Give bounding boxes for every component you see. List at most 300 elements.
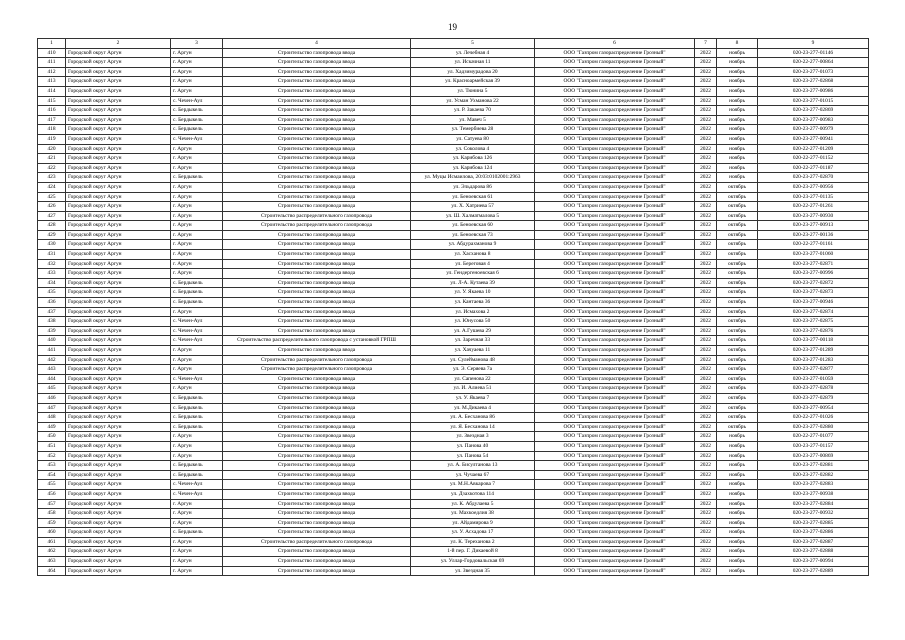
settlement-cell: с. Бердыкель	[171, 125, 223, 135]
district-cell: Городской округ Аргун	[66, 307, 171, 317]
month-cell: октябрь	[717, 317, 758, 327]
work-type-cell: Строительство газопровода ввода	[223, 346, 411, 356]
code-cell: 020-23-277-00930	[758, 211, 869, 221]
month-cell: октябрь	[717, 269, 758, 279]
district-cell: Городской округ Аргун	[66, 192, 171, 202]
table-row	[38, 144, 869, 154]
address-cell: ул. Исмахова 2	[411, 307, 535, 317]
organization-cell: ООО "Газпром газораспределение Грозный"	[535, 336, 695, 346]
organization-cell: ООО "Газпром газораспределение Грозный"	[535, 240, 695, 250]
month-cell: ноябрь	[717, 461, 758, 471]
year-cell: 2022	[695, 221, 717, 231]
month-cell: ноябрь	[717, 470, 758, 480]
table-row	[38, 422, 869, 432]
district-cell: Городской округ Аргун	[66, 518, 171, 528]
district-cell: Городской округ Аргун	[66, 77, 171, 87]
month-cell: ноябрь	[717, 451, 758, 461]
year-cell: 2022	[695, 566, 717, 576]
row-number-cell: 428	[38, 221, 66, 231]
code-cell: 020-23-277-02881	[758, 461, 869, 471]
organization-cell: ООО "Газпром газораспределение Грозный"	[535, 144, 695, 154]
table-row	[38, 269, 869, 279]
table-row	[38, 86, 869, 96]
work-type-cell: Строительство газопровода ввода	[223, 518, 411, 528]
year-cell: 2022	[695, 163, 717, 173]
district-cell: Городской округ Аргун	[66, 106, 171, 116]
month-cell: ноябрь	[717, 144, 758, 154]
organization-cell: ООО "Газпром газораспределение Грозный"	[535, 134, 695, 144]
district-cell: Городской округ Аргун	[66, 211, 171, 221]
data-table	[37, 38, 869, 576]
settlement-cell: с. Чечен-Аул	[171, 480, 223, 490]
work-type-cell: Строительство распределительного газопровода	[223, 211, 411, 221]
district-cell: Городской округ Аргун	[66, 489, 171, 499]
row-number-cell: 429	[38, 230, 66, 240]
district-cell: Городской округ Аргун	[66, 499, 171, 509]
month-cell: ноябрь	[717, 134, 758, 144]
organization-cell: ООО "Газпром газораспределение Грозный"	[535, 96, 695, 106]
row-number-cell: 410	[38, 48, 66, 58]
settlement-cell: г. Аргун	[171, 346, 223, 356]
table-row	[38, 221, 869, 231]
row-number-cell: 427	[38, 211, 66, 221]
row-number-cell: 448	[38, 413, 66, 423]
district-cell: Городской округ Аргун	[66, 326, 171, 336]
code-cell: 020-23-277-02872	[758, 278, 869, 288]
table-row	[38, 125, 869, 135]
district-cell: Городской округ Аргун	[66, 470, 171, 480]
year-cell: 2022	[695, 77, 717, 87]
row-number-cell: 444	[38, 374, 66, 384]
month-cell: октябрь	[717, 336, 758, 346]
district-cell: Городской округ Аргун	[66, 134, 171, 144]
settlement-cell: г. Аргун	[171, 537, 223, 547]
district-cell: Городской округ Аргун	[66, 173, 171, 183]
row-number-cell: 450	[38, 432, 66, 442]
settlement-cell: г. Аргун	[171, 211, 223, 221]
month-cell: ноябрь	[717, 96, 758, 106]
district-cell: Городской округ Аргун	[66, 355, 171, 365]
year-cell: 2022	[695, 106, 717, 116]
work-type-cell: Строительство газопровода ввода	[223, 250, 411, 260]
address-cell: ул. Беноевская 61	[411, 192, 535, 202]
address-cell: ул. Красноармейская 39	[411, 77, 535, 87]
code-cell: 020-22-277-01077	[758, 432, 869, 442]
address-cell: ул. Звездная 35	[411, 566, 535, 576]
year-cell: 2022	[695, 134, 717, 144]
district-cell: Городской округ Аргун	[66, 221, 171, 231]
month-cell: ноябрь	[717, 489, 758, 499]
district-cell: Городской округ Аргун	[66, 298, 171, 308]
district-cell: Городской округ Аргун	[66, 374, 171, 384]
month-cell: октябрь	[717, 393, 758, 403]
code-cell: 020-23-277-00946	[758, 298, 869, 308]
row-number-cell: 418	[38, 125, 66, 135]
year-cell: 2022	[695, 86, 717, 96]
address-cell: ул. Звездная 3	[411, 432, 535, 442]
work-type-cell: Строительство распределительного газопровода	[223, 365, 411, 375]
district-cell: Городской округ Аргун	[66, 154, 171, 164]
year-cell: 2022	[695, 413, 717, 423]
work-type-cell: Строительство газопровода ввода	[223, 509, 411, 519]
year-cell: 2022	[695, 480, 717, 490]
year-cell: 2022	[695, 451, 717, 461]
settlement-cell: с. Чечен-Аул	[171, 134, 223, 144]
settlement-cell: г. Аргун	[171, 547, 223, 557]
row-number-cell: 442	[38, 355, 66, 365]
year-cell: 2022	[695, 393, 717, 403]
year-cell: 2022	[695, 336, 717, 346]
table-row	[38, 441, 869, 451]
address-cell: ул. У. Якаева 7	[411, 393, 535, 403]
settlement-cell: г. Аргун	[171, 182, 223, 192]
table-row	[38, 374, 869, 384]
work-type-cell: Строительство распределительного газопровода с установкой ГРПШ	[223, 336, 411, 346]
table-row	[38, 499, 869, 509]
month-cell: октябрь	[717, 182, 758, 192]
year-cell: 2022	[695, 259, 717, 269]
row-number-cell: 439	[38, 326, 66, 336]
organization-cell: ООО "Газпром газораспределение Грозный"	[535, 48, 695, 58]
work-type-cell: Строительство газопровода ввода	[223, 202, 411, 212]
settlement-cell: с. Бердыкель	[171, 461, 223, 471]
table-row	[38, 288, 869, 298]
code-cell: 020-23-277-02884	[758, 499, 869, 509]
year-cell: 2022	[695, 374, 717, 384]
organization-cell: ООО "Газпром газораспределение Грозный"	[535, 384, 695, 394]
organization-cell: ООО "Газпром газораспределение Грозный"	[535, 221, 695, 231]
code-cell: 020-22-277-01209	[758, 144, 869, 154]
month-cell: ноябрь	[717, 67, 758, 77]
year-cell: 2022	[695, 58, 717, 68]
year-cell: 2022	[695, 269, 717, 279]
column-header: 4	[223, 39, 411, 49]
settlement-cell: с. Чечен-Аул	[171, 336, 223, 346]
month-cell: ноябрь	[717, 48, 758, 58]
settlement-cell: г. Аргун	[171, 77, 223, 87]
address-cell: ул. Заречная 33	[411, 336, 535, 346]
settlement-cell: г. Аргун	[171, 432, 223, 442]
district-cell: Городской округ Аргун	[66, 566, 171, 576]
table-row	[38, 192, 869, 202]
organization-cell: ООО "Газпром газораспределение Грозный"	[535, 557, 695, 567]
settlement-cell: с. Бердыкель	[171, 393, 223, 403]
organization-cell: ООО "Газпром газораспределение Грозный"	[535, 192, 695, 202]
month-cell: октябрь	[717, 355, 758, 365]
district-cell: Городской округ Аргун	[66, 58, 171, 68]
address-cell: ул. Лечебная 4	[411, 48, 535, 58]
table-row	[38, 528, 869, 538]
row-number-cell: 420	[38, 144, 66, 154]
work-type-cell: Строительство газопровода ввода	[223, 384, 411, 394]
year-cell: 2022	[695, 489, 717, 499]
settlement-cell: г. Аргун	[171, 509, 223, 519]
row-number-cell: 453	[38, 461, 66, 471]
year-cell: 2022	[695, 547, 717, 557]
organization-cell: ООО "Газпром газораспределение Грозный"	[535, 288, 695, 298]
row-number-cell: 463	[38, 557, 66, 567]
organization-cell: ООО "Газпром газораспределение Грозный"	[535, 230, 695, 240]
code-cell: 020-23-277-00869	[758, 451, 869, 461]
month-cell: ноябрь	[717, 77, 758, 87]
column-header: 9	[758, 39, 869, 49]
work-type-cell: Строительство газопровода ввода	[223, 106, 411, 116]
table-row	[38, 326, 869, 336]
work-type-cell: Строительство газопровода ввода	[223, 240, 411, 250]
organization-cell: ООО "Газпром газораспределение Грозный"	[535, 67, 695, 77]
address-cell: ул. Л-А. Кутаева 39	[411, 278, 535, 288]
work-type-cell: Строительство газопровода ввода	[223, 298, 411, 308]
table-row	[38, 182, 869, 192]
table-row	[38, 307, 869, 317]
table-body	[38, 48, 869, 576]
settlement-cell: с. Бердыкель	[171, 288, 223, 298]
year-cell: 2022	[695, 441, 717, 451]
row-number-cell: 446	[38, 393, 66, 403]
table-row	[38, 461, 869, 471]
code-cell: 020-23-277-00932	[758, 509, 869, 519]
address-cell: ул. Беноевская 73	[411, 230, 535, 240]
organization-cell: ООО "Газпром газораспределение Грозный"	[535, 413, 695, 423]
address-cell: ул. Сатуева 80	[411, 134, 535, 144]
code-cell: 020-23-277-02888	[758, 547, 869, 557]
code-cell: 020-23-277-02875	[758, 317, 869, 327]
settlement-cell: с. Бердыкель	[171, 422, 223, 432]
code-cell: 020-23-277-02882	[758, 470, 869, 480]
work-type-cell: Строительство распределительного газопровода	[223, 537, 411, 547]
organization-cell: ООО "Газпром газораспределение Грозный"	[535, 393, 695, 403]
code-cell: 020-23-277-01157	[758, 441, 869, 451]
code-cell: 020-23-277-00994	[758, 557, 869, 567]
work-type-cell: Строительство газопровода ввода	[223, 374, 411, 384]
district-cell: Городской округ Аргун	[66, 528, 171, 538]
row-number-cell: 456	[38, 489, 66, 499]
table-row	[38, 547, 869, 557]
district-cell: Городской округ Аргун	[66, 365, 171, 375]
month-cell: октябрь	[717, 240, 758, 250]
month-cell: октябрь	[717, 422, 758, 432]
month-cell: ноябрь	[717, 480, 758, 490]
work-type-cell: Строительство газопровода ввода	[223, 393, 411, 403]
work-type-cell: Строительство газопровода ввода	[223, 182, 411, 192]
month-cell: октябрь	[717, 288, 758, 298]
work-type-cell: Строительство газопровода ввода	[223, 557, 411, 567]
work-type-cell: Строительство газопровода ввода	[223, 77, 411, 87]
organization-cell: ООО "Газпром газораспределение Грозный"	[535, 326, 695, 336]
month-cell: октябрь	[717, 374, 758, 384]
district-cell: Городской округ Аргун	[66, 422, 171, 432]
address-cell: ул. Юнусова 50	[411, 317, 535, 327]
address-cell: ул. Береговая 4	[411, 259, 535, 269]
address-cell: ул. А.Гушева 29	[411, 326, 535, 336]
organization-cell: ООО "Газпром газораспределение Грозный"	[535, 202, 695, 212]
table-row	[38, 470, 869, 480]
organization-cell: ООО "Газпром газораспределение Грозный"	[535, 77, 695, 87]
table-row	[38, 67, 869, 77]
table-row	[38, 154, 869, 164]
work-type-cell: Строительство газопровода ввода	[223, 317, 411, 327]
year-cell: 2022	[695, 192, 717, 202]
month-cell: ноябрь	[717, 509, 758, 519]
table-row	[38, 134, 869, 144]
settlement-cell: с. Чечен-Аул	[171, 317, 223, 327]
year-cell: 2022	[695, 432, 717, 442]
month-cell: ноябрь	[717, 106, 758, 116]
year-cell: 2022	[695, 326, 717, 336]
row-number-cell: 440	[38, 336, 66, 346]
month-cell: ноябрь	[717, 528, 758, 538]
settlement-cell: с. Бердыкель	[171, 173, 223, 183]
month-cell: октябрь	[717, 384, 758, 394]
address-cell: ул. Я. Бесханова 14	[411, 422, 535, 432]
code-cell: 020-23-277-01146	[758, 48, 869, 58]
table-row	[38, 393, 869, 403]
organization-cell: ООО "Газпром газораспределение Грозный"	[535, 432, 695, 442]
row-number-cell: 430	[38, 240, 66, 250]
settlement-cell: г. Аргун	[171, 202, 223, 212]
organization-cell: ООО "Газпром газораспределение Грозный"	[535, 125, 695, 135]
column-header: 6	[535, 39, 695, 49]
row-number-cell: 436	[38, 298, 66, 308]
header-row	[38, 39, 869, 49]
address-cell: ул. А. Бесханова 86	[411, 413, 535, 423]
table-row	[38, 480, 869, 490]
address-cell: ул. Панова 40	[411, 441, 535, 451]
address-cell: 1-й пер. Г. Дикаевой 8	[411, 547, 535, 557]
code-cell: 020-23-277-00941	[758, 134, 869, 144]
row-number-cell: 452	[38, 451, 66, 461]
settlement-cell: г. Аргун	[171, 154, 223, 164]
organization-cell: ООО "Газпром газораспределение Грозный"	[535, 211, 695, 221]
month-cell: ноябрь	[717, 86, 758, 96]
code-cell: 020-23-277-02883	[758, 480, 869, 490]
work-type-cell: Строительство газопровода ввода	[223, 451, 411, 461]
settlement-cell: г. Аргун	[171, 192, 223, 202]
district-cell: Городской округ Аргун	[66, 96, 171, 106]
row-number-cell: 443	[38, 365, 66, 375]
organization-cell: ООО "Газпром газораспределение Грозный"	[535, 374, 695, 384]
code-cell: 020-23-277-01060	[758, 250, 869, 260]
address-cell: ул. Искачная 11	[411, 58, 535, 68]
district-cell: Городской округ Аргун	[66, 163, 171, 173]
organization-cell: ООО "Газпром газораспределение Грозный"	[535, 115, 695, 125]
address-cell: ул. Карибова 124	[411, 163, 535, 173]
code-cell: 020-23-277-02876	[758, 326, 869, 336]
settlement-cell: с. Бердыкель	[171, 413, 223, 423]
month-cell: ноябрь	[717, 557, 758, 567]
code-cell: 020-23-277-02871	[758, 259, 869, 269]
district-cell: Городской округ Аргун	[66, 230, 171, 240]
code-cell: 020-23-277-00979	[758, 125, 869, 135]
settlement-cell: с. Чечен-Аул	[171, 374, 223, 384]
settlement-cell: г. Аргун	[171, 499, 223, 509]
address-cell: ул. Х. Хатриева 57	[411, 202, 535, 212]
work-type-cell: Строительство газопровода ввода	[223, 67, 411, 77]
year-cell: 2022	[695, 470, 717, 480]
table-row	[38, 403, 869, 413]
table-row	[38, 259, 869, 269]
settlement-cell: г. Аргун	[171, 86, 223, 96]
settlement-cell: с. Бердыкель	[171, 298, 223, 308]
row-number-cell: 464	[38, 566, 66, 576]
year-cell: 2022	[695, 317, 717, 327]
code-cell: 020-23-277-02885	[758, 518, 869, 528]
code-cell: 020-23-277-02889	[758, 566, 869, 576]
work-type-cell: Строительство газопровода ввода	[223, 489, 411, 499]
table-row	[38, 384, 869, 394]
code-cell: 020-22-277-00864	[758, 58, 869, 68]
code-cell: 020-23-277-02877	[758, 365, 869, 375]
address-cell: ул. Махкоедлия 38	[411, 509, 535, 519]
organization-cell: ООО "Газпром газораспределение Грозный"	[535, 106, 695, 116]
year-cell: 2022	[695, 173, 717, 183]
code-cell: 020-23-277-02880	[758, 422, 869, 432]
year-cell: 2022	[695, 384, 717, 394]
month-cell: октябрь	[717, 346, 758, 356]
table-row	[38, 77, 869, 87]
code-cell: 020-23-277-00996	[758, 269, 869, 279]
row-number-cell: 447	[38, 403, 66, 413]
year-cell: 2022	[695, 355, 717, 365]
district-cell: Городской округ Аргун	[66, 451, 171, 461]
organization-cell: ООО "Газпром газораспределение Грозный"	[535, 499, 695, 509]
year-cell: 2022	[695, 509, 717, 519]
code-cell: 020-23-277-01015	[758, 96, 869, 106]
year-cell: 2022	[695, 288, 717, 298]
page-number: 19	[448, 22, 457, 32]
district-cell: Городской округ Аргун	[66, 259, 171, 269]
year-cell: 2022	[695, 125, 717, 135]
month-cell: ноябрь	[717, 163, 758, 173]
year-cell: 2022	[695, 403, 717, 413]
column-header: 3	[171, 39, 223, 49]
organization-cell: ООО "Газпром газораспределение Грозный"	[535, 259, 695, 269]
work-type-cell: Строительство распределительного газопровода	[223, 221, 411, 231]
work-type-cell: Строительство газопровода ввода	[223, 288, 411, 298]
organization-cell: ООО "Газпром газораспределение Грозный"	[535, 480, 695, 490]
organization-cell: ООО "Газпром газораспределение Грозный"	[535, 509, 695, 519]
row-number-cell: 438	[38, 317, 66, 327]
settlement-cell: г. Аргун	[171, 259, 223, 269]
row-number-cell: 412	[38, 67, 66, 77]
code-cell: 020-23-277-01135	[758, 192, 869, 202]
code-cell: 020-23-277-02874	[758, 307, 869, 317]
settlement-cell: г. Аргун	[171, 48, 223, 58]
row-number-cell: 425	[38, 192, 66, 202]
address-cell: ул. Хачуаева 11	[411, 346, 535, 356]
year-cell: 2022	[695, 67, 717, 77]
month-cell: октябрь	[717, 278, 758, 288]
settlement-cell: с. Чечен-Аул	[171, 326, 223, 336]
district-cell: Городской округ Аргун	[66, 288, 171, 298]
year-cell: 2022	[695, 154, 717, 164]
settlement-cell: г. Аргун	[171, 365, 223, 375]
table-row	[38, 106, 869, 116]
year-cell: 2022	[695, 144, 717, 154]
address-cell: ул. К. Абдулаева 5	[411, 499, 535, 509]
year-cell: 2022	[695, 537, 717, 547]
row-number-cell: 423	[38, 173, 66, 183]
address-cell: ул. Хасханова 8	[411, 250, 535, 260]
organization-cell: ООО "Газпром газораспределение Грозный"	[535, 365, 695, 375]
code-cell: 020-23-277-01073	[758, 67, 869, 77]
work-type-cell: Строительство газопровода ввода	[223, 259, 411, 269]
table-row	[38, 48, 869, 58]
settlement-cell: г. Аргун	[171, 163, 223, 173]
district-cell: Городской округ Аргун	[66, 48, 171, 58]
month-cell: ноябрь	[717, 547, 758, 557]
code-cell: 020-22-277-01161	[758, 240, 869, 250]
